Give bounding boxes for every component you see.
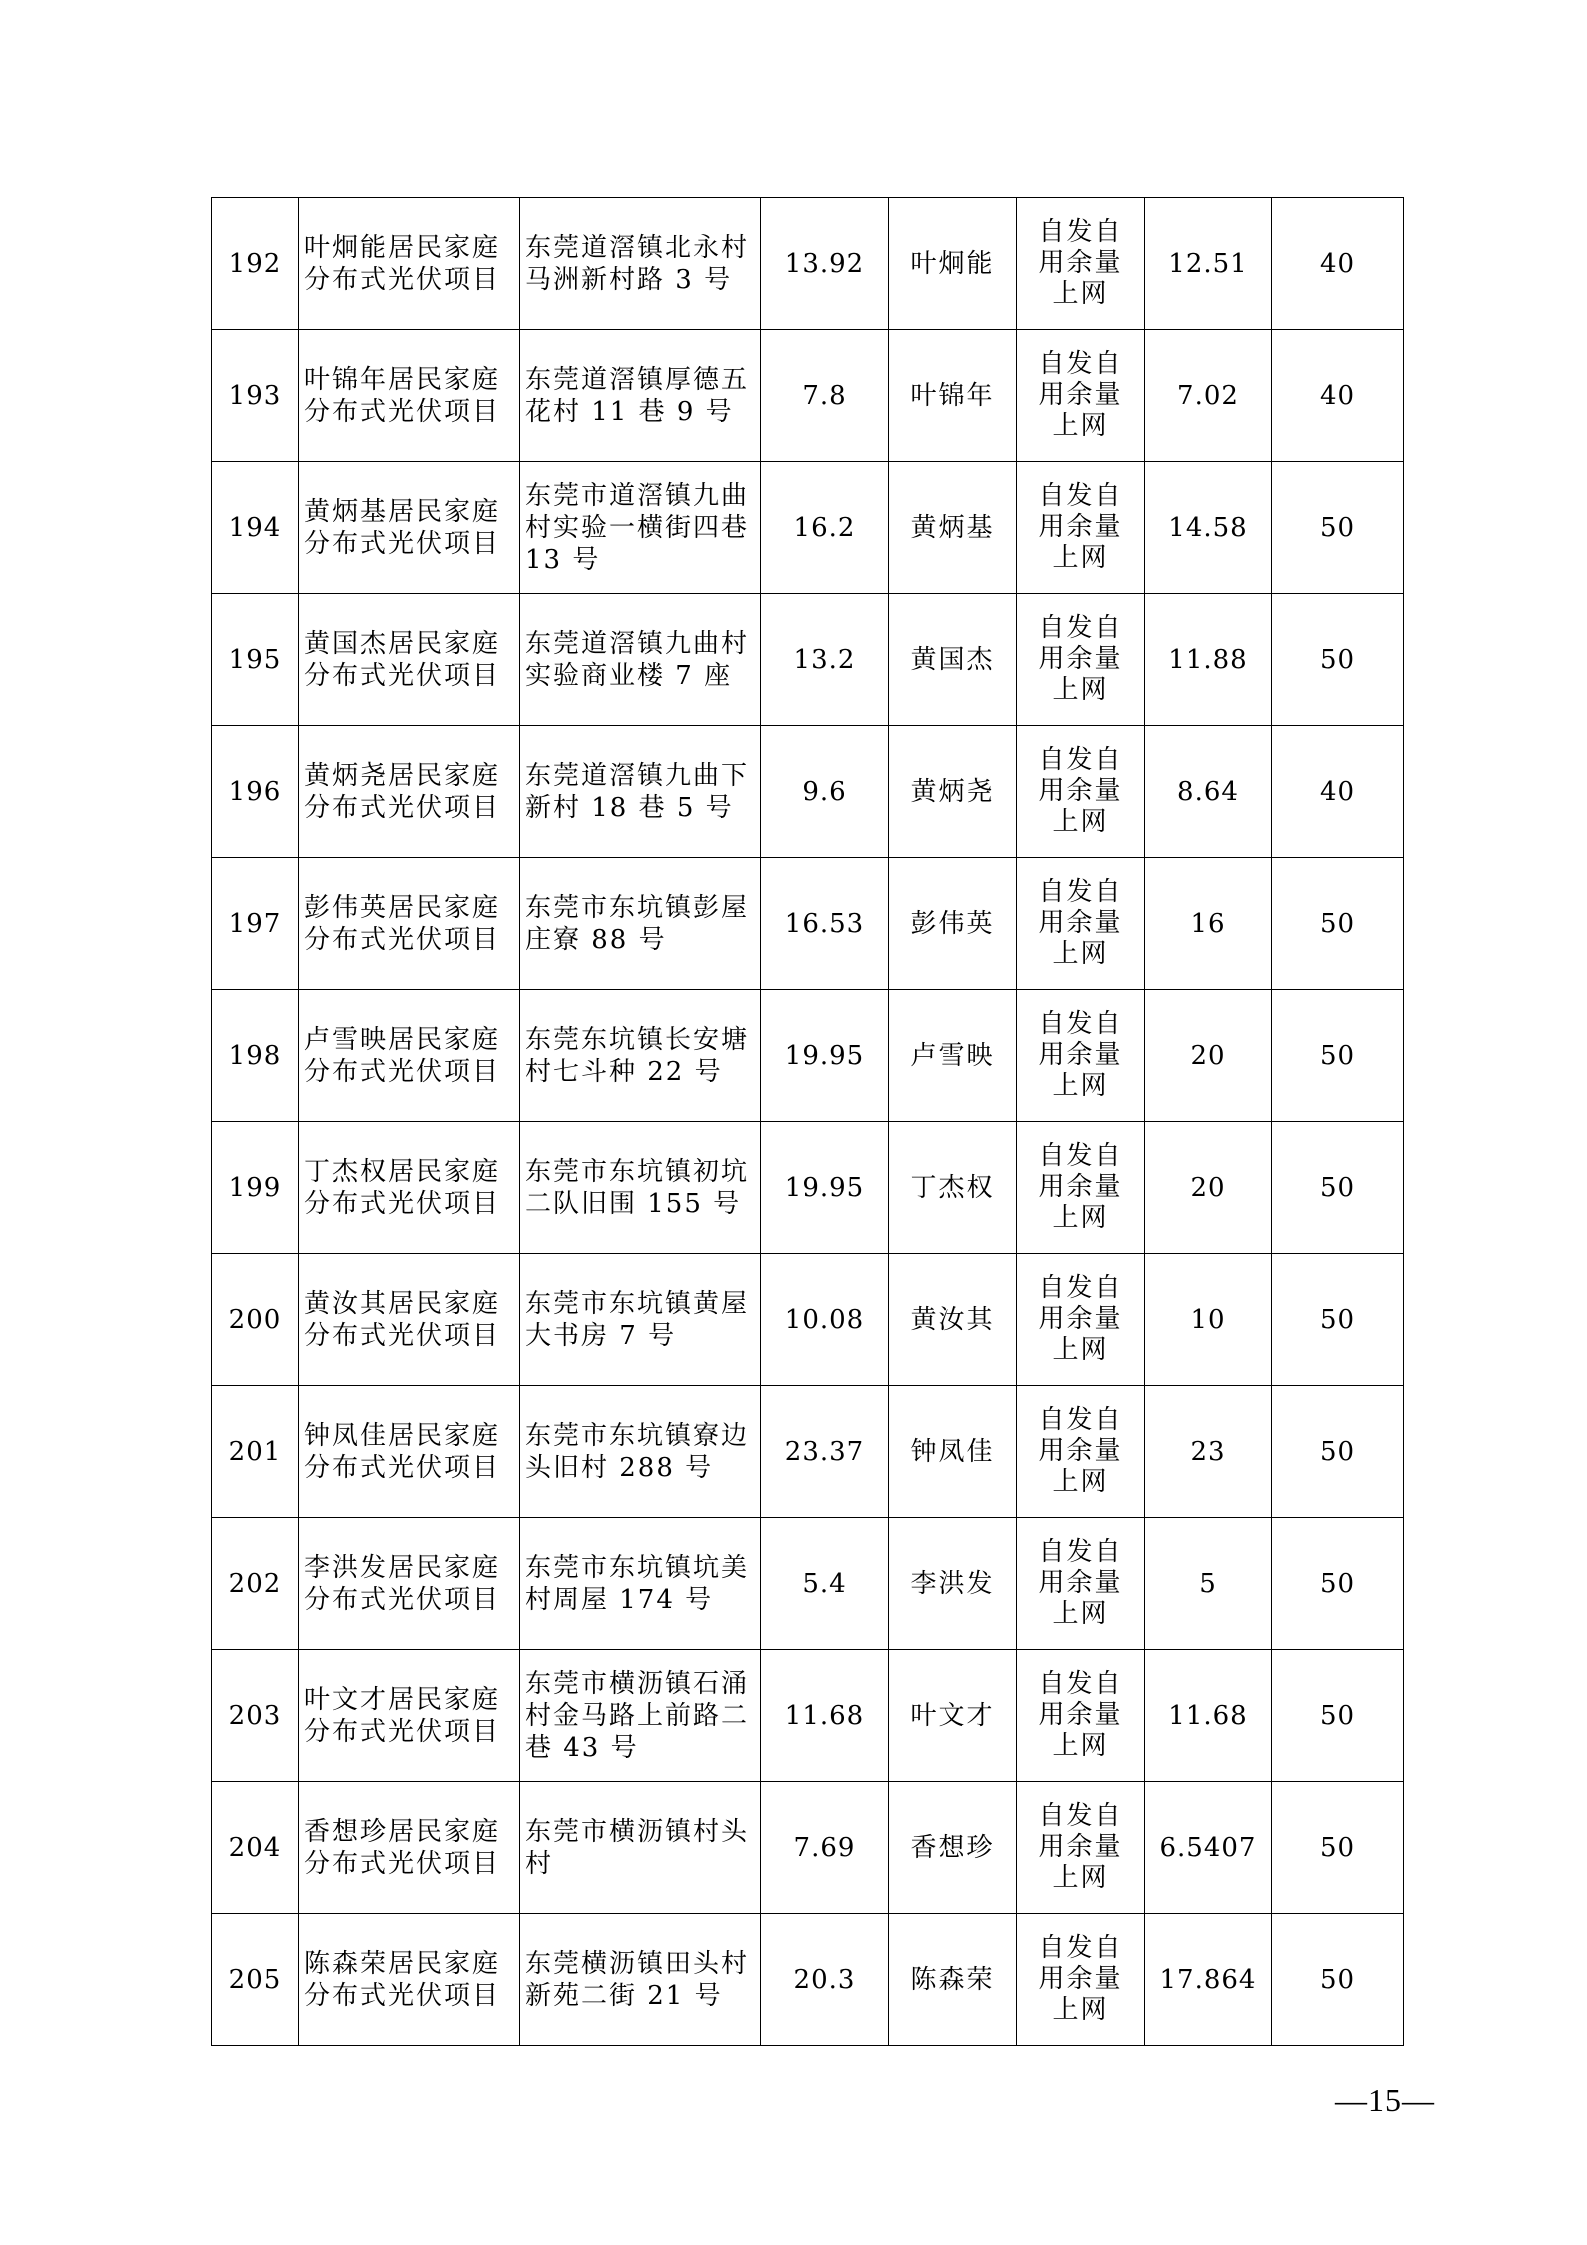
capacity-cell <box>761 858 889 990</box>
value-cell <box>1145 1122 1272 1254</box>
capacity-cell <box>761 726 889 858</box>
address-cell <box>520 1386 761 1518</box>
capacity-cell <box>761 1122 889 1254</box>
grid-mode-cell <box>1017 1518 1145 1650</box>
table-row <box>212 1254 1404 1386</box>
last-value-cell <box>1272 1518 1404 1650</box>
value-cell <box>1145 1254 1272 1386</box>
address-cell-text: 东莞市横沥镇村头村 <box>525 1816 750 1879</box>
last-value-cell <box>1272 1122 1404 1254</box>
address-cell <box>520 1254 761 1386</box>
last-value-cell <box>1272 1914 1404 2046</box>
owner-cell-text: 黄炳尧 <box>910 776 995 807</box>
address-cell <box>520 858 761 990</box>
address-cell <box>520 1122 761 1254</box>
value-cell-text: 12.51 <box>1168 248 1248 279</box>
row-number-cell <box>212 330 299 462</box>
capacity-cell <box>761 1386 889 1518</box>
grid-mode-cell-text: 自发自用余量上网 <box>1038 349 1123 441</box>
last-value-cell-text: 50 <box>1319 1568 1356 1599</box>
owner-cell <box>889 858 1017 990</box>
address-cell <box>520 1518 761 1650</box>
address-cell-text: 东莞道滘镇九曲下新村 18 巷 5 号 <box>525 760 750 823</box>
last-value-cell <box>1272 198 1404 330</box>
capacity-cell-text: 7.8 <box>802 380 847 411</box>
last-value-cell <box>1272 462 1404 594</box>
owner-cell <box>889 1254 1017 1386</box>
owner-cell-text: 叶炯能 <box>910 248 995 279</box>
project-name-cell <box>299 1386 520 1518</box>
capacity-cell <box>761 1254 889 1386</box>
table-row <box>212 1650 1404 1782</box>
grid-mode-cell-text: 自发自用余量上网 <box>1038 613 1123 705</box>
project-name-cell <box>299 726 520 858</box>
row-number-cell <box>212 858 299 990</box>
address-cell <box>520 462 761 594</box>
value-cell-text: 20 <box>1190 1172 1226 1203</box>
value-cell-text: 5 <box>1199 1568 1217 1599</box>
last-value-cell-text: 50 <box>1319 1304 1356 1335</box>
value-cell-text: 20 <box>1190 1040 1226 1071</box>
address-cell <box>520 330 761 462</box>
value-cell <box>1145 858 1272 990</box>
row-number-cell-text: 193 <box>228 380 282 411</box>
grid-mode-cell <box>1017 858 1145 990</box>
project-name-cell-text: 钟凤佳居民家庭分布式光伏项目 <box>304 1420 501 1483</box>
address-cell-text: 东莞市横沥镇石涌村金马路上前路二巷 43 号 <box>525 1668 750 1763</box>
owner-cell <box>889 198 1017 330</box>
table-row <box>212 1782 1404 1914</box>
owner-cell-text: 黄汝其 <box>910 1304 995 1335</box>
capacity-cell-text: 7.69 <box>793 1832 856 1863</box>
row-number-cell-text: 195 <box>228 644 282 675</box>
row-number-cell-text: 204 <box>228 1832 282 1863</box>
last-value-cell <box>1272 594 1404 726</box>
grid-mode-cell-text: 自发自用余量上网 <box>1038 1405 1123 1497</box>
grid-mode-cell <box>1017 1122 1145 1254</box>
project-name-cell-text: 香想珍居民家庭分布式光伏项目 <box>304 1816 501 1879</box>
last-value-cell <box>1272 1650 1404 1782</box>
grid-mode-cell <box>1017 1650 1145 1782</box>
table-row <box>212 1386 1404 1518</box>
address-cell-text: 东莞市东坑镇坑美村周屋 174 号 <box>525 1552 750 1615</box>
owner-cell <box>889 594 1017 726</box>
table-row <box>212 858 1404 990</box>
grid-mode-cell-text: 自发自用余量上网 <box>1038 217 1123 309</box>
row-number-cell-text: 198 <box>228 1040 282 1071</box>
address-cell <box>520 198 761 330</box>
grid-mode-cell <box>1017 594 1145 726</box>
row-number-cell <box>212 1914 299 2046</box>
project-name-cell <box>299 1518 520 1650</box>
project-name-cell-text: 彭伟英居民家庭分布式光伏项目 <box>304 892 501 955</box>
value-cell-text: 11.68 <box>1168 1700 1248 1731</box>
row-number-cell-text: 205 <box>228 1964 282 1995</box>
owner-cell-text: 钟凤佳 <box>910 1436 995 1467</box>
value-cell <box>1145 1914 1272 2046</box>
capacity-cell-text: 23.37 <box>784 1436 865 1467</box>
owner-cell-text: 卢雪映 <box>910 1040 995 1071</box>
grid-mode-cell-text: 自发自用余量上网 <box>1038 1141 1123 1233</box>
project-name-cell-text: 黄炳基居民家庭分布式光伏项目 <box>304 496 501 559</box>
table-row <box>212 330 1404 462</box>
address-cell-text: 东莞道滘镇九曲村实验商业楼 7 座 <box>525 628 750 691</box>
owner-cell-text: 黄国杰 <box>910 644 995 675</box>
value-cell <box>1145 1782 1272 1914</box>
last-value-cell <box>1272 858 1404 990</box>
owner-cell <box>889 1782 1017 1914</box>
page-number: —15— <box>1335 2082 1435 2118</box>
last-value-cell-text: 50 <box>1319 1700 1356 1731</box>
owner-cell-text: 叶锦年 <box>910 380 995 411</box>
table-row <box>212 198 1404 330</box>
project-name-cell <box>299 1650 520 1782</box>
grid-mode-cell <box>1017 1386 1145 1518</box>
value-cell-text: 10 <box>1190 1304 1226 1335</box>
last-value-cell-text: 50 <box>1319 908 1356 939</box>
owner-cell-text: 陈森荣 <box>910 1964 995 1995</box>
grid-mode-cell <box>1017 198 1145 330</box>
row-number-cell <box>212 990 299 1122</box>
last-value-cell <box>1272 1782 1404 1914</box>
value-cell-text: 6.5407 <box>1159 1832 1257 1863</box>
value-cell <box>1145 594 1272 726</box>
last-value-cell-text: 50 <box>1319 1040 1356 1071</box>
table-row <box>212 1518 1404 1650</box>
address-cell-text: 东莞市东坑镇黄屋大书房 7 号 <box>525 1288 750 1351</box>
grid-mode-cell <box>1017 330 1145 462</box>
table-row <box>212 594 1404 726</box>
address-cell <box>520 1782 761 1914</box>
owner-cell <box>889 1122 1017 1254</box>
table-row <box>212 1122 1404 1254</box>
grid-mode-cell-text: 自发自用余量上网 <box>1038 1933 1123 2025</box>
capacity-cell-text: 16.2 <box>793 512 856 543</box>
owner-cell-text: 香想珍 <box>910 1832 995 1863</box>
row-number-cell <box>212 594 299 726</box>
capacity-cell-text: 10.08 <box>784 1304 865 1335</box>
owner-cell-text: 叶文才 <box>910 1700 995 1731</box>
table-row <box>212 1914 1404 2046</box>
grid-mode-cell <box>1017 1914 1145 2046</box>
grid-mode-cell <box>1017 462 1145 594</box>
address-cell <box>520 594 761 726</box>
last-value-cell-text: 50 <box>1319 512 1356 543</box>
last-value-cell-text: 50 <box>1319 1832 1356 1863</box>
value-cell <box>1145 726 1272 858</box>
project-name-cell-text: 叶炯能居民家庭分布式光伏项目 <box>304 232 501 295</box>
project-name-cell <box>299 462 520 594</box>
capacity-cell-text: 20.3 <box>793 1964 856 1995</box>
value-cell-text: 14.58 <box>1168 512 1248 543</box>
capacity-cell <box>761 1914 889 2046</box>
value-cell <box>1145 1386 1272 1518</box>
grid-mode-cell <box>1017 1254 1145 1386</box>
project-name-cell-text: 卢雪映居民家庭分布式光伏项目 <box>304 1024 501 1087</box>
value-cell-text: 16 <box>1190 908 1226 939</box>
value-cell-text: 23 <box>1190 1436 1226 1467</box>
address-cell-text: 东莞横沥镇田头村新苑二街 21 号 <box>525 1948 750 2011</box>
last-value-cell <box>1272 726 1404 858</box>
address-cell-text: 东莞市道滘镇九曲村实验一横街四巷 13 号 <box>525 480 750 575</box>
owner-cell <box>889 1650 1017 1782</box>
row-number-cell <box>212 1386 299 1518</box>
grid-mode-cell <box>1017 990 1145 1122</box>
capacity-cell <box>761 1518 889 1650</box>
value-cell <box>1145 990 1272 1122</box>
row-number-cell-text: 201 <box>228 1436 282 1467</box>
capacity-cell <box>761 330 889 462</box>
project-name-cell-text: 陈森荣居民家庭分布式光伏项目 <box>304 1948 501 2011</box>
grid-mode-cell-text: 自发自用余量上网 <box>1038 1669 1123 1761</box>
project-name-cell-text: 李洪发居民家庭分布式光伏项目 <box>304 1552 501 1615</box>
owner-cell <box>889 990 1017 1122</box>
project-name-cell <box>299 1122 520 1254</box>
value-cell <box>1145 198 1272 330</box>
project-name-cell-text: 黄国杰居民家庭分布式光伏项目 <box>304 628 501 691</box>
row-number-cell-text: 192 <box>228 248 282 279</box>
project-name-cell <box>299 990 520 1122</box>
capacity-cell <box>761 990 889 1122</box>
value-cell-text: 7.02 <box>1177 380 1239 411</box>
row-number-cell-text: 197 <box>228 908 282 939</box>
address-cell <box>520 1914 761 2046</box>
row-number-cell-text: 196 <box>228 776 282 807</box>
address-cell-text: 东莞道滘镇北永村马洲新村路 3 号 <box>525 232 750 295</box>
row-number-cell <box>212 1518 299 1650</box>
capacity-cell <box>761 462 889 594</box>
grid-mode-cell-text: 自发自用余量上网 <box>1038 877 1123 969</box>
grid-mode-cell-text: 自发自用余量上网 <box>1038 1009 1123 1101</box>
owner-cell-text: 丁杰权 <box>910 1172 995 1203</box>
last-value-cell <box>1272 1254 1404 1386</box>
row-number-cell-text: 200 <box>228 1304 282 1335</box>
row-number-cell-text: 202 <box>228 1568 282 1599</box>
row-number-cell <box>212 462 299 594</box>
capacity-cell <box>761 594 889 726</box>
value-cell <box>1145 330 1272 462</box>
project-name-cell <box>299 594 520 726</box>
address-cell-text: 东莞市东坑镇寮边头旧村 288 号 <box>525 1420 750 1483</box>
address-cell-text: 东莞市东坑镇彭屋庄寮 88 号 <box>525 892 750 955</box>
table-body <box>212 198 1404 2046</box>
last-value-cell <box>1272 990 1404 1122</box>
value-cell-text: 8.64 <box>1177 776 1239 807</box>
value-cell-text: 17.864 <box>1159 1964 1257 1995</box>
capacity-cell <box>761 1650 889 1782</box>
last-value-cell-text: 40 <box>1319 380 1356 411</box>
project-name-cell <box>299 330 520 462</box>
last-value-cell-text: 50 <box>1319 1964 1356 1995</box>
capacity-cell-text: 13.2 <box>793 644 856 675</box>
project-name-cell <box>299 858 520 990</box>
last-value-cell <box>1272 1386 1404 1518</box>
grid-mode-cell-text: 自发自用余量上网 <box>1038 745 1123 837</box>
row-number-cell <box>212 1650 299 1782</box>
project-table <box>211 197 1404 2046</box>
value-cell <box>1145 1518 1272 1650</box>
grid-mode-cell <box>1017 1782 1145 1914</box>
row-number-cell-text: 199 <box>228 1172 282 1203</box>
address-cell-text: 东莞道滘镇厚德五花村 11 巷 9 号 <box>525 364 750 427</box>
owner-cell <box>889 1914 1017 2046</box>
owner-cell-text: 黄炳基 <box>910 512 995 543</box>
grid-mode-cell <box>1017 726 1145 858</box>
last-value-cell-text: 50 <box>1319 1172 1356 1203</box>
project-name-cell <box>299 1914 520 2046</box>
project-name-cell <box>299 198 520 330</box>
row-number-cell <box>212 1254 299 1386</box>
capacity-cell <box>761 1782 889 1914</box>
table-row <box>212 462 1404 594</box>
owner-cell <box>889 1386 1017 1518</box>
value-cell <box>1145 462 1272 594</box>
project-name-cell <box>299 1254 520 1386</box>
capacity-cell-text: 19.95 <box>784 1040 865 1071</box>
owner-cell <box>889 330 1017 462</box>
grid-mode-cell-text: 自发自用余量上网 <box>1038 1273 1123 1365</box>
owner-cell-text: 李洪发 <box>910 1568 995 1599</box>
value-cell-text: 11.88 <box>1168 644 1248 675</box>
row-number-cell <box>212 1782 299 1914</box>
project-name-cell-text: 叶锦年居民家庭分布式光伏项目 <box>304 364 501 427</box>
grid-mode-cell-text: 自发自用余量上网 <box>1038 481 1123 573</box>
row-number-cell-text: 203 <box>228 1700 282 1731</box>
project-name-cell <box>299 1782 520 1914</box>
row-number-cell <box>212 1122 299 1254</box>
row-number-cell-text: 194 <box>228 512 282 543</box>
capacity-cell <box>761 198 889 330</box>
project-name-cell-text: 黄汝其居民家庭分布式光伏项目 <box>304 1288 501 1351</box>
capacity-cell-text: 5.4 <box>802 1568 847 1599</box>
project-name-cell-text: 叶文才居民家庭分布式光伏项目 <box>304 1684 501 1747</box>
owner-cell <box>889 1518 1017 1650</box>
last-value-cell-text: 40 <box>1319 776 1356 807</box>
owner-cell <box>889 726 1017 858</box>
row-number-cell <box>212 726 299 858</box>
last-value-cell-text: 50 <box>1319 644 1356 675</box>
owner-cell-text: 彭伟英 <box>910 908 995 939</box>
address-cell <box>520 726 761 858</box>
last-value-cell-text: 50 <box>1319 1436 1356 1467</box>
value-cell <box>1145 1650 1272 1782</box>
capacity-cell-text: 19.95 <box>784 1172 865 1203</box>
capacity-cell-text: 9.6 <box>802 776 847 807</box>
grid-mode-cell-text: 自发自用余量上网 <box>1038 1537 1123 1629</box>
address-cell <box>520 1650 761 1782</box>
last-value-cell-text: 40 <box>1319 248 1356 279</box>
last-value-cell <box>1272 330 1404 462</box>
address-cell-text: 东莞东坑镇长安塘村七斗种 22 号 <box>525 1024 750 1087</box>
address-cell <box>520 990 761 1122</box>
capacity-cell-text: 13.92 <box>784 248 865 279</box>
table-row <box>212 990 1404 1122</box>
owner-cell <box>889 462 1017 594</box>
address-cell-text: 东莞市东坑镇初坑二队旧围 155 号 <box>525 1156 750 1219</box>
row-number-cell <box>212 198 299 330</box>
project-name-cell-text: 丁杰权居民家庭分布式光伏项目 <box>304 1156 501 1219</box>
table-row <box>212 726 1404 858</box>
project-name-cell-text: 黄炳尧居民家庭分布式光伏项目 <box>304 760 501 823</box>
capacity-cell-text: 11.68 <box>784 1700 865 1731</box>
grid-mode-cell-text: 自发自用余量上网 <box>1038 1801 1123 1893</box>
capacity-cell-text: 16.53 <box>784 908 865 939</box>
